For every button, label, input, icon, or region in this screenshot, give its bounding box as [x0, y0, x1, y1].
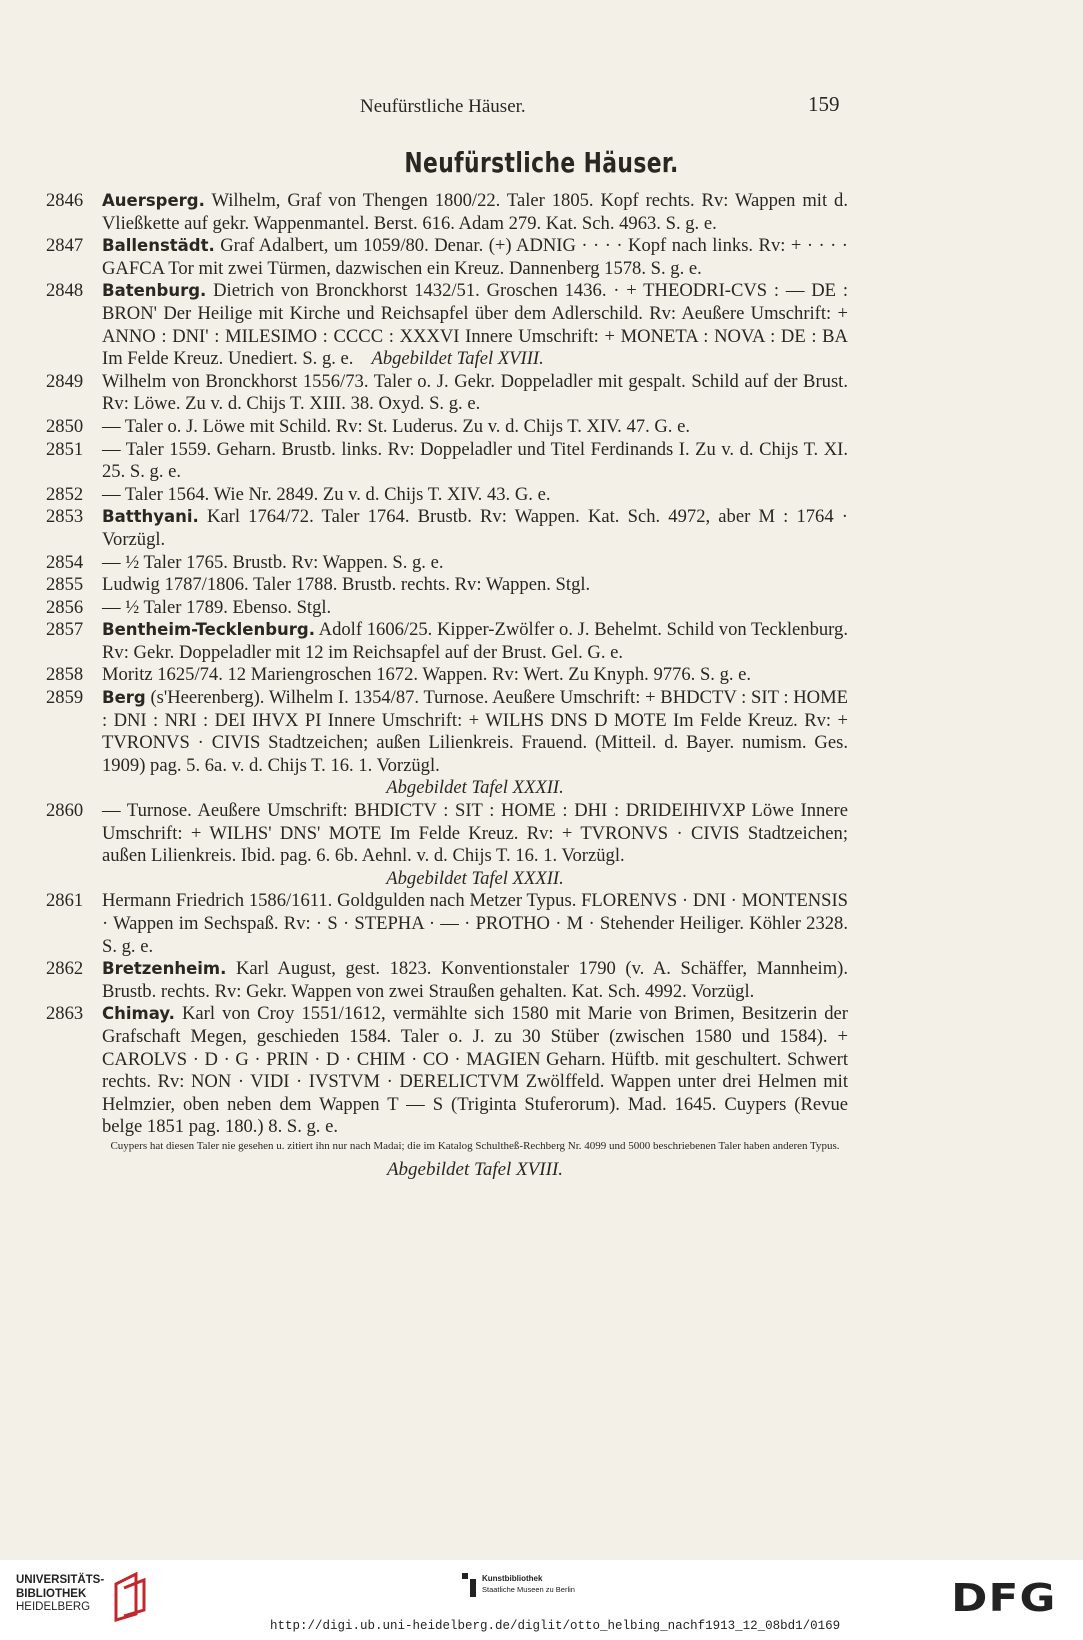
- entry-description: Karl von Croy 1551/1612, vermählte sich 1580 mit Marie von Brimen, Besitzerin der Grafschaft Megen, geschieden 1584. Taler o. J. zu 30 Stüber (zwischen 1580 und 1584). + CAROLVS · D · G · PRIN · D · CHIM · CO · MAGIEN Geharn. Hüftb. mit geschultert. Schwert rechts. Rv: NON · VIDI · IVSTVM · DERELICTVM Zwölffeld. Wappen unter drei Helmen mit Helmzier, oben neben dem Wappen T — S (Triginta Stuferorum). Mad. 1645. Cuypers (Revue belge 1851 pag. 180.) 8. S. g. e.: [102, 1003, 848, 1138]
- entry-house-name: Berg: [102, 688, 146, 708]
- entry-description: Karl August, gest. 1823. Konventionstaler 1790 (v. A. Schäffer, Mannheim). Brustb. rechts. Rv: Gekr. Wappen von zwei Straußen gehalten. Kat. Sch. 4992. Vorzügl.: [102, 958, 848, 1002]
- uni-line-1: UNIVERSITÄTS-: [16, 1574, 105, 1586]
- entry-number: 2859: [46, 687, 84, 709]
- entry-house-name: Batthyani.: [102, 507, 199, 527]
- entry-description: Moritz 1625/74. 12 Mariengroschen 1672. Wappen. Rv: Wert. Zu Knyph. 9776. S. g. e.: [102, 664, 752, 686]
- catalog-entry: [0, 190, 1083, 235]
- entry-number: 2861: [46, 890, 84, 912]
- entry-number: 2862: [46, 958, 84, 980]
- entry-number: 2850: [46, 415, 84, 437]
- entry-house-name: Bretzenheim.: [102, 959, 227, 979]
- entry-number: 2848: [46, 280, 84, 302]
- page-number: 159: [808, 92, 840, 116]
- university-library-logo[interactable]: [16, 1574, 104, 1615]
- catalog-entry: [0, 687, 1083, 777]
- uni-line-3: HEIDELBERG: [16, 1601, 91, 1613]
- catalog-entry: [0, 439, 1083, 484]
- entry-number: 2853: [46, 506, 84, 528]
- footer-bar: [0, 1560, 1083, 1640]
- library-book-icon: [110, 1570, 150, 1622]
- catalog-entry: [0, 574, 1083, 597]
- catalog-entry: [0, 597, 1083, 620]
- kunstbibliothek-logo[interactable]: [462, 1573, 575, 1604]
- section-heading: Neufürstliche Häuser.: [404, 146, 679, 179]
- catalog-entry: [0, 235, 1083, 280]
- catalog-entry: [0, 664, 1083, 687]
- plate-reference: Abgebildet Tafel XXXII.: [386, 867, 564, 889]
- entry-description: (s'Heerenberg). Wilhelm I. 1354/87. Turnose. Aeußere Umschrift: + BHDCTV : SIT : HOME : DNI : NRI : DEI IHVX PI Innere Umschrift: + WILHS DNS D MOTE Im Felde Kreuz. Rv: + TVRONVS · CIVIS Stadtzeichen; außen Lilienkreis. Frauend. (Mitteil. d. Bayer. numism. Ges. 1909) pag. 5. 6a. v. d. Chijs T. 16. 1. Vorzügl.: [102, 687, 848, 776]
- entry-description: Karl 1764/72. Taler 1764. Brustb. Rv: Wappen. Kat. Sch. 4972, aber M : 1764 · Vorzügl.: [102, 506, 848, 550]
- entry-number: 2855: [46, 574, 84, 596]
- entry-description: Graf Adalbert, um 1059/80. Denar. (+) ADNIG · · · · Kopf nach links. Rv: + · · · · GAFCA Tor mit zwei Türmen, dazwischen ein Kreuz. Dannenberg 1578. S. g. e.: [102, 235, 848, 279]
- kunstbibliothek-mark-icon: [462, 1573, 478, 1599]
- entry-description: — Turnose. Aeußere Umschrift: BHDICTV : SIT : HOME : DHI : DRIDEIHIVXP Löwe Innere Umschrift: + WILHS' DNS' MOTE Im Felde Kreuz. Rv: + TVRONVS · CIVIS Stadtzeichen; außen Lilienkreis. Ibid. pag. 6. 6b. Aehnl. v. d. Chijs T. 16. 1. Vorzügl.: [102, 800, 848, 867]
- running-head: [0, 92, 1083, 122]
- entry-description: Wilhelm von Bronckhorst 1556/73. Taler o. J. Gekr. Doppeladler mit gespalt. Schild auf der Brust. Rv: Löwe. Zu v. d. Chijs T. XIII. 38. Oxyd. S. g. e.: [102, 370, 848, 415]
- entry-number: 2846: [46, 190, 84, 211]
- entry-house-name: Ballenstädt.: [102, 236, 215, 256]
- dfg-logo[interactable]: DFG: [951, 1576, 1057, 1620]
- entry-number: 2847: [46, 235, 84, 257]
- entry-number: 2849: [46, 370, 84, 392]
- entry-description: — Taler 1559. Geharn. Brustb. links. Rv: Doppeladler und Titel Ferdinands I. Zu v. d. Chijs T. XI. 25. S. g. e.: [102, 438, 848, 483]
- running-head-title: Neufürstliche Häuser.: [360, 96, 526, 117]
- entry-description: — Taler o. J. Löwe mit Schild. Rv: St. Luderus. Zu v. d. Chijs T. XIV. 47. G. e.: [102, 415, 690, 437]
- entry-house-name: Chimay.: [102, 1004, 175, 1024]
- catalog-entry: [0, 280, 1083, 370]
- footnote: Cuypers hat diesen Taler nie gesehen u. zitiert ihn nur nach Madai; die im Katalog Schultheß-Rechberg Nr. 4099 und 5000 beschriebenen Taler haben anderen Typus.: [110, 1139, 840, 1152]
- entry-number: 2856: [46, 596, 84, 618]
- entry-description: — ½ Taler 1765. Brustb. Rv: Wappen. S. g. e.: [102, 551, 444, 573]
- entry-number: 2851: [46, 438, 84, 460]
- catalog-entry: [0, 371, 1083, 416]
- entry-house-name: Bentheim-Tecklenburg.: [102, 620, 315, 640]
- kb-line-2: Staatliche Museen zu Berlin: [482, 1585, 575, 1594]
- entry-description: Adolf 1606/25. Kipper-Zwölfer o. J. Behelmt. Schild von Tecklenburg. Rv: Gekr. Doppeladler mit 12 im Reichsapfel auf der Brust. Gel. G. e.: [102, 619, 848, 663]
- entry-description: Ludwig 1787/1806. Taler 1788. Brustb. rechts. Rv: Wappen. Stgl.: [102, 574, 591, 596]
- entry-description: Hermann Friedrich 1586/1611. Goldgulden nach Metzer Typus. FLORENVS · DNI · MONTENSIS · Wappen im Sechspaß. Rv: · S · STEPHA · — · PROTHO · M · Stehender Heiliger. Köhler 2328. S. g. e.: [102, 890, 848, 957]
- uni-line-2: BIBLIOTHEK: [16, 1587, 87, 1600]
- catalog-entry: [0, 416, 1083, 439]
- entry-number: 2860: [46, 800, 84, 822]
- entry-description: — Taler 1564. Wie Nr. 2849. Zu v. d. Chijs T. XIV. 43. G. e.: [102, 483, 551, 505]
- entry-number: 2863: [46, 1003, 84, 1025]
- catalog-entry: [0, 958, 1083, 1003]
- entry-number: 2852: [46, 483, 84, 505]
- final-plate-reference: Abgebildet Tafel XVIII.: [386, 1158, 564, 1180]
- plate-reference: Abgebildet Tafel XXXII.: [386, 777, 564, 799]
- catalog-entry: [0, 800, 1083, 868]
- catalog-entry: [0, 619, 1083, 664]
- entry-description: Dietrich von Bronckhorst 1432/51. Groschen 1436. · + THEODRI-CVS : — DE : BRON' Der Heilige mit Kirche und Reichsapfel über dem Adlerschild. Rv: Aeußere Umschrift: + ANNO : DNI' : MILESIMO : CCCC : XXXVI Innere Umschrift: + MONETA : NOVA : DE : BA Im Felde Kreuz. Unediert. S. g. e.: [102, 280, 848, 370]
- entry-number: 2858: [46, 664, 84, 686]
- catalog-entry: [0, 484, 1083, 507]
- plate-reference: Abgebildet Tafel XVIII.: [371, 348, 544, 370]
- entry-house-name: Batenburg.: [102, 281, 207, 301]
- catalog-entry: [0, 890, 1083, 958]
- catalog-entry: [0, 552, 1083, 575]
- catalog-entry: [0, 1003, 1083, 1139]
- permalink-url[interactable]: http://digi.ub.uni-heidelberg.de/diglit/otto_helbing_nachf1913_12_08bd1/0169: [270, 1619, 841, 1633]
- entry-house-name: Auersperg.: [102, 191, 205, 210]
- catalog-entries: [0, 190, 1083, 1182]
- entry-number: 2857: [46, 619, 84, 641]
- entry-description: — ½ Taler 1789. Ebenso. Stgl.: [102, 596, 332, 618]
- entry-number: 2854: [46, 551, 84, 573]
- catalog-entry: [0, 506, 1083, 551]
- entry-description: Wilhelm, Graf von Thengen 1800/22. Taler 1805. Kopf rechts. Rv: Wappen mit d. Vließkette auf gekr. Wappenmantel. Berst. 616. Adam 279. Kat. Sch. 4963. S. g. e.: [102, 190, 848, 234]
- kb-line-1: Kunstbibliothek: [482, 1574, 543, 1583]
